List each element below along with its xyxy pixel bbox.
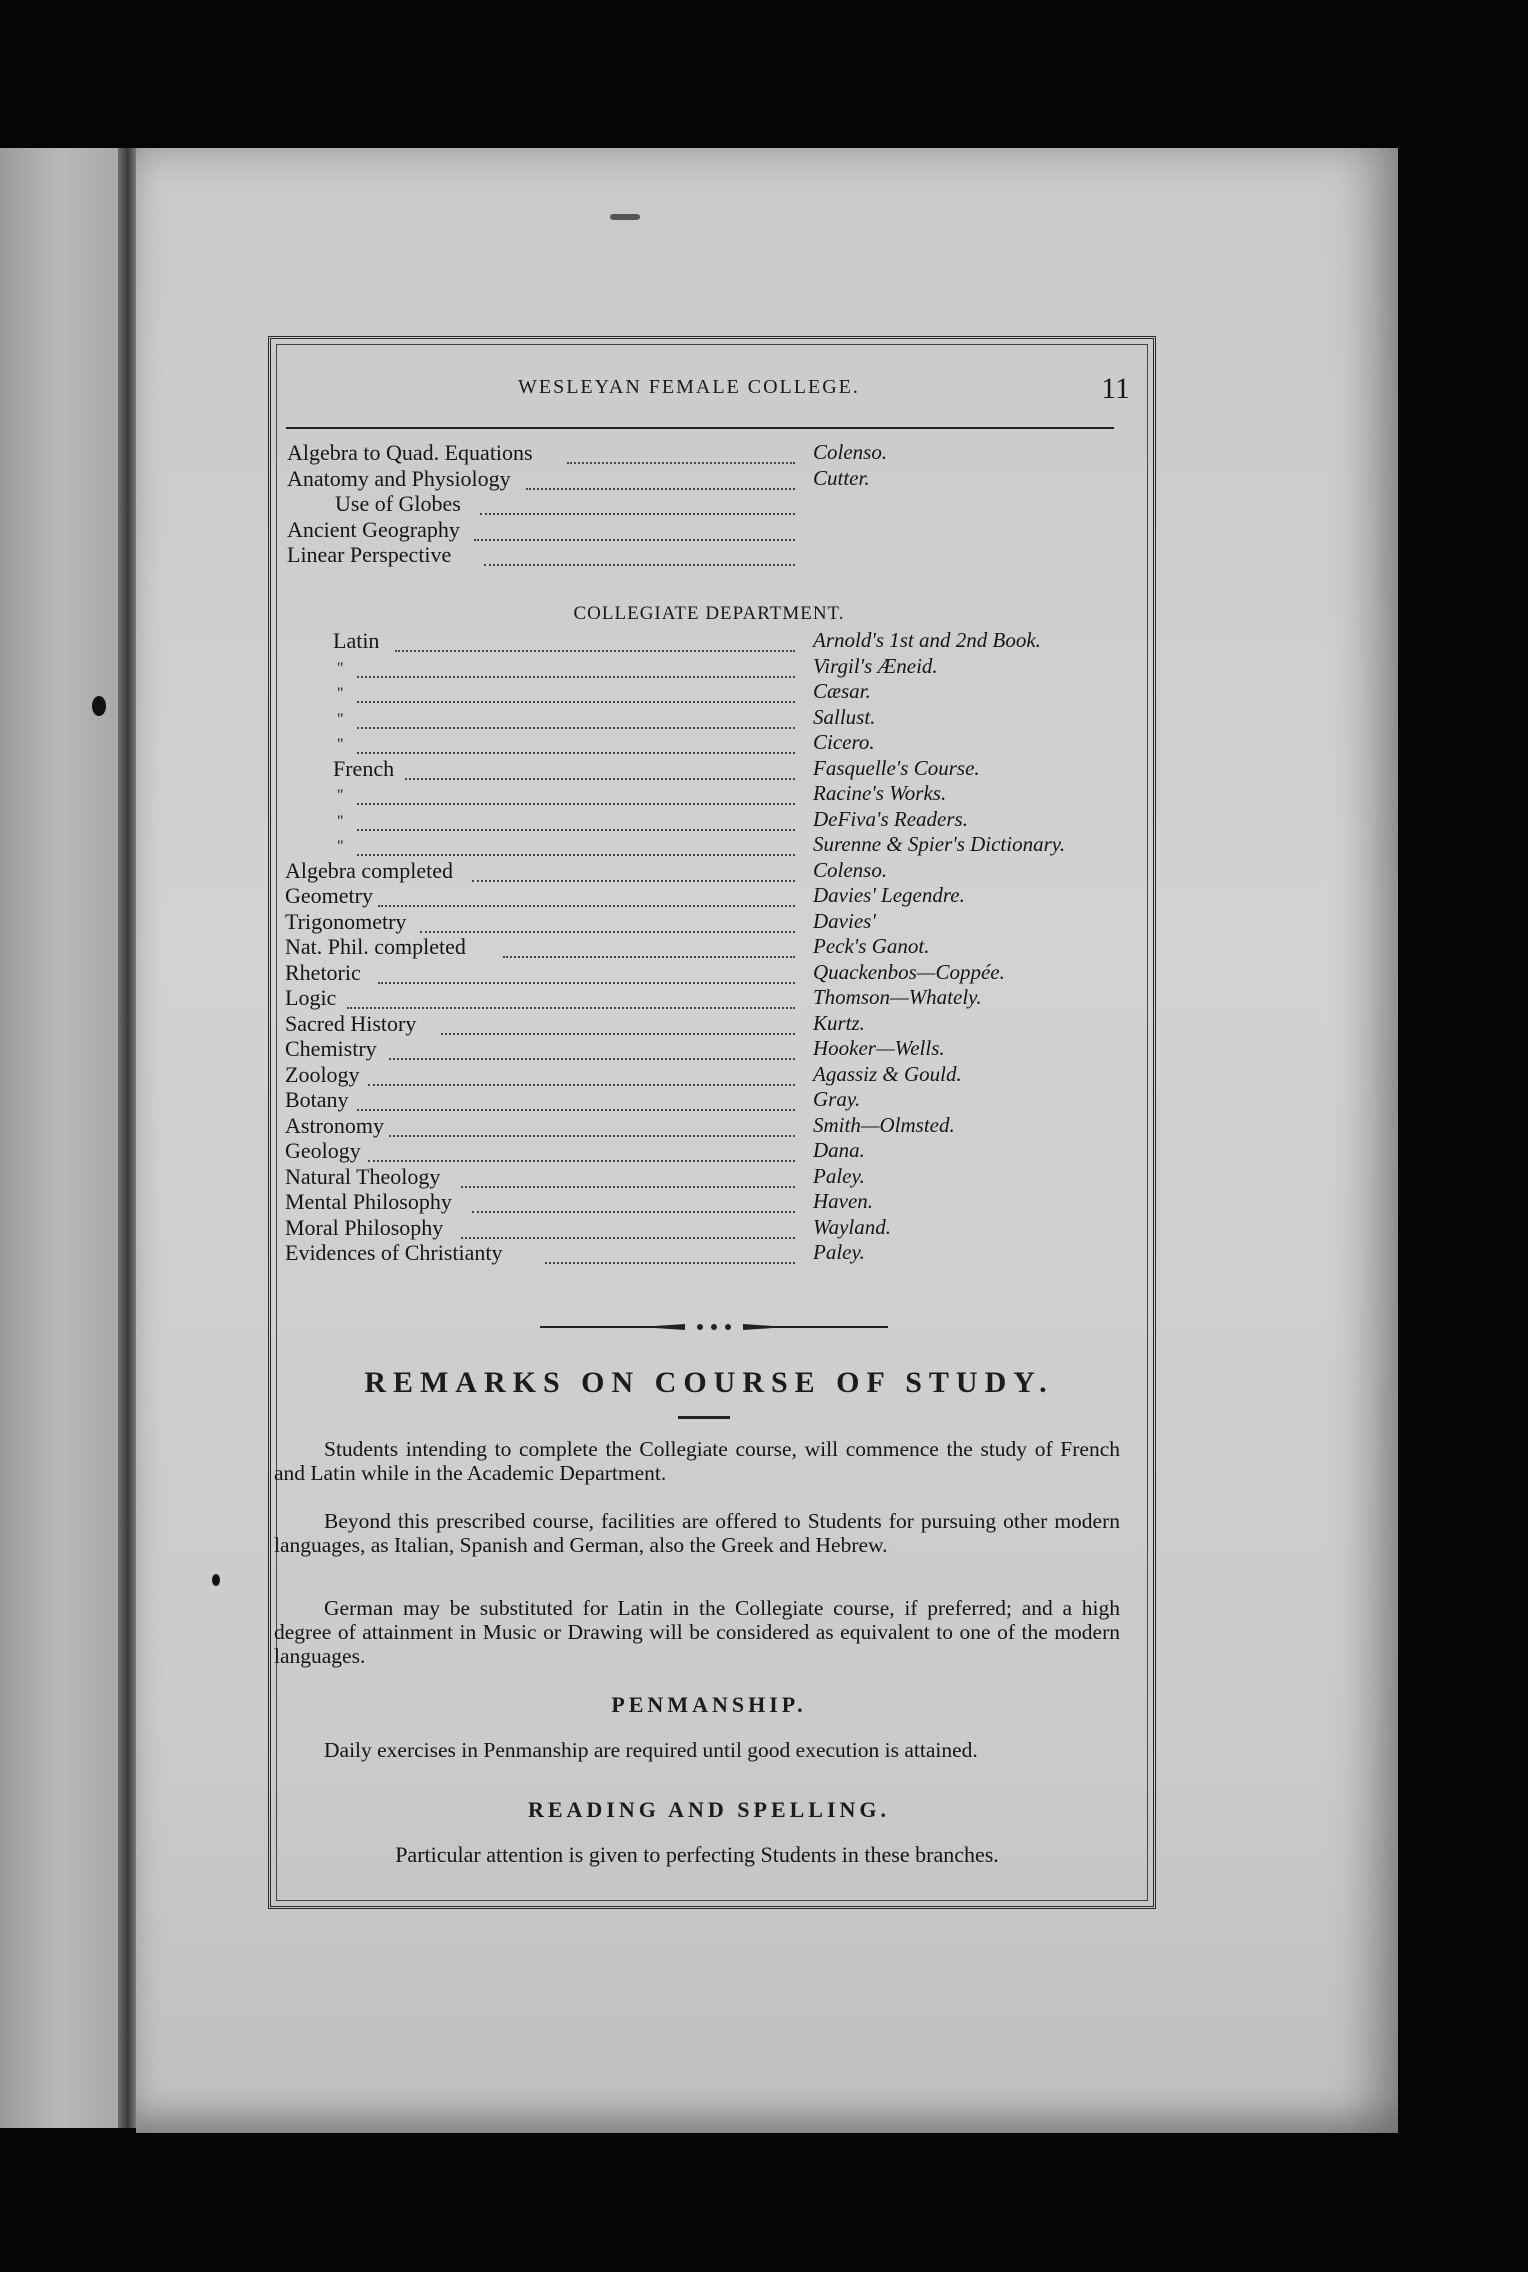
running-title: WESLEYAN FEMALE COLLEGE. bbox=[518, 376, 860, 398]
dot-leader bbox=[357, 709, 795, 729]
textbook-name: Davies' Legendre. bbox=[813, 883, 965, 907]
subject-label: Anatomy and Physiology bbox=[287, 465, 511, 491]
subject-label: Natural Theology bbox=[285, 1163, 441, 1189]
dot-leader bbox=[389, 1040, 795, 1060]
textbook-name: Dana. bbox=[813, 1138, 865, 1162]
penmanship-heading: PENMANSHIP. bbox=[611, 1692, 807, 1717]
prelude-row bbox=[285, 440, 1145, 466]
dot-leader bbox=[357, 785, 795, 805]
textbook-name: DeFiva's Readers. bbox=[813, 806, 968, 831]
subject-label: Evidences of Christianty bbox=[285, 1240, 503, 1265]
collegiate-row bbox=[285, 705, 1145, 731]
textbook-name: Virgil's Æneid. bbox=[813, 653, 938, 678]
textbook-name: Cæsar. bbox=[813, 679, 871, 703]
dot-leader bbox=[472, 862, 795, 882]
prelude-row bbox=[285, 466, 1145, 492]
collegiate-row bbox=[285, 1189, 1145, 1215]
subject-label: " bbox=[337, 838, 344, 855]
dot-leader bbox=[357, 1091, 795, 1111]
textbook-name: Davies' bbox=[813, 908, 876, 933]
page-number: 11 bbox=[1101, 372, 1130, 405]
textbook-name: Sallust. bbox=[813, 704, 876, 729]
subject-label: " bbox=[337, 736, 344, 753]
textbook-name: Colenso. bbox=[813, 440, 888, 464]
subject-label: " bbox=[337, 710, 344, 728]
collegiate-department-heading: COLLEGIATE DEPARTMENT. bbox=[573, 603, 845, 624]
textbook-name: Cutter. bbox=[813, 465, 870, 490]
title-underline bbox=[678, 1416, 730, 1419]
page-mark bbox=[610, 214, 640, 220]
collegiate-row bbox=[285, 1011, 1145, 1037]
collegiate-row bbox=[285, 1087, 1145, 1113]
textbook-name: Paley. bbox=[813, 1240, 865, 1264]
textbook-name: Quackenbos—Coppée. bbox=[813, 959, 1005, 984]
subject-label: " bbox=[337, 685, 344, 702]
dot-leader bbox=[357, 836, 795, 856]
dot-leader bbox=[503, 938, 795, 958]
adjacent-page-edge bbox=[0, 148, 120, 2128]
reading-spelling-text: Particular attention is given to perfecting Students in these branches. bbox=[395, 1842, 999, 1867]
ink-blot bbox=[92, 696, 106, 716]
subject-label: Linear Perspective bbox=[287, 542, 452, 567]
textbook-name: Racine's Works. bbox=[813, 781, 947, 805]
dot-leader bbox=[357, 811, 795, 831]
dot-leader bbox=[567, 444, 795, 464]
ink-speck bbox=[212, 1574, 220, 1586]
dot-leader bbox=[378, 964, 795, 984]
subject-label: Zoology bbox=[285, 1061, 360, 1087]
subject-label: " bbox=[337, 659, 344, 677]
textbook-name: Surenne & Spier's Dictionary. bbox=[813, 832, 1066, 856]
textbook-name: Wayland. bbox=[813, 1214, 891, 1239]
collegiate-row bbox=[285, 832, 1145, 858]
textbook-name: Paley. bbox=[813, 1163, 865, 1188]
dot-leader bbox=[472, 1193, 795, 1213]
textbook-name: Cicero. bbox=[813, 730, 875, 754]
subject-label: Moral Philosophy bbox=[285, 1214, 444, 1240]
subject-label: Use of Globes bbox=[335, 491, 461, 516]
textbook-name: Thomson—Whately. bbox=[813, 985, 982, 1009]
subject-label: Ancient Geography bbox=[287, 516, 460, 542]
collegiate-row bbox=[285, 654, 1145, 680]
dot-leader bbox=[378, 887, 795, 907]
subject-label: Nat. Phil. completed bbox=[285, 934, 466, 959]
collegiate-row bbox=[285, 1113, 1145, 1139]
subject-label: Sacred History bbox=[285, 1010, 417, 1036]
subject-label: Rhetoric bbox=[285, 959, 361, 985]
dot-leader bbox=[357, 658, 795, 678]
penmanship-text: Daily exercises in Penmanship are required until good execution is attained. bbox=[324, 1738, 978, 1762]
collegiate-row bbox=[285, 858, 1145, 884]
subject-label: Geology bbox=[285, 1138, 361, 1163]
subject-label: Botany bbox=[285, 1087, 349, 1112]
book-gutter bbox=[118, 148, 138, 2128]
collegiate-row bbox=[285, 934, 1145, 960]
collegiate-row bbox=[285, 909, 1145, 935]
remarks-paragraph-3: German may be substituted for Latin in the Collegiate course, if preferred; and a high degree of attainment in Music or Drawing will be considered as equivalent to one of the modern languages. bbox=[274, 1596, 1120, 1668]
collegiate-row bbox=[285, 1240, 1145, 1266]
dot-leader bbox=[395, 632, 795, 652]
remarks-paragraph-2: Beyond this prescribed course, facilities are offered to Students for pursuing other modern languages, as Italian, Spanish and German, also the Greek and Hebrew. bbox=[274, 1509, 1120, 1557]
textbook-name: Peck's Ganot. bbox=[813, 934, 930, 958]
dot-leader bbox=[441, 1015, 795, 1035]
textbook-name: Gray. bbox=[813, 1087, 861, 1111]
dot-leader bbox=[368, 1066, 795, 1086]
subject-label: Chemistry bbox=[285, 1036, 377, 1061]
prelude-row bbox=[285, 491, 1145, 517]
collegiate-row bbox=[285, 1164, 1145, 1190]
textbook-name: Arnold's 1st and 2nd Book. bbox=[813, 628, 1041, 652]
dot-leader bbox=[389, 1117, 795, 1137]
collegiate-row bbox=[285, 960, 1145, 986]
dot-leader bbox=[545, 1244, 795, 1264]
dot-leader bbox=[484, 546, 795, 566]
subject-label: French bbox=[333, 755, 395, 781]
dot-leader bbox=[368, 1142, 795, 1162]
subject-label: Algebra to Quad. Equations bbox=[287, 440, 533, 465]
collegiate-row bbox=[285, 756, 1145, 782]
textbook-name: Agassiz & Gould. bbox=[813, 1061, 962, 1086]
ornamental-divider bbox=[540, 1320, 888, 1334]
remarks-paragraph-1: Students intending to complete the Collegiate course, will commence the study of French and Latin while in the Academic Department. bbox=[274, 1437, 1120, 1485]
dot-leader bbox=[357, 683, 795, 703]
subject-label: Astronomy bbox=[285, 1112, 384, 1138]
collegiate-row bbox=[285, 985, 1145, 1011]
reading-spelling-heading: READING AND SPELLING. bbox=[527, 1797, 891, 1822]
subject-label: Geometry bbox=[285, 883, 373, 908]
collegiate-row bbox=[285, 679, 1145, 705]
collegiate-row bbox=[285, 883, 1145, 909]
dot-leader bbox=[420, 913, 795, 933]
textbook-name: Kurtz. bbox=[813, 1010, 865, 1035]
subject-label: Algebra completed bbox=[285, 857, 453, 883]
remarks-title: REMARKS ON COURSE OF STUDY. bbox=[364, 1366, 1054, 1399]
dot-leader bbox=[405, 760, 795, 780]
subject-label: Mental Philosophy bbox=[285, 1189, 452, 1214]
subject-label: " bbox=[337, 812, 344, 830]
running-header bbox=[280, 372, 1130, 422]
prelude-row bbox=[285, 542, 1145, 568]
textbook-name: Hooker—Wells. bbox=[813, 1036, 945, 1060]
dot-leader bbox=[347, 989, 795, 1009]
collegiate-row bbox=[285, 781, 1145, 807]
collegiate-row bbox=[285, 807, 1145, 833]
subject-label: Latin bbox=[333, 628, 380, 653]
subject-label: " bbox=[337, 787, 344, 804]
header-rule bbox=[286, 427, 1114, 429]
dot-leader bbox=[480, 495, 795, 515]
subject-label: Trigonometry bbox=[285, 908, 407, 934]
textbook-name: Fasquelle's Course. bbox=[813, 755, 980, 780]
subject-label: Logic bbox=[285, 985, 337, 1010]
prelude-row bbox=[285, 517, 1145, 543]
collegiate-row bbox=[285, 628, 1145, 654]
dot-leader bbox=[357, 734, 795, 754]
dot-leader bbox=[474, 521, 795, 541]
textbook-name: Colenso. bbox=[813, 857, 888, 882]
dot-leader bbox=[526, 470, 795, 490]
dot-leader bbox=[461, 1168, 795, 1188]
dot-leader bbox=[461, 1219, 795, 1239]
collegiate-row bbox=[285, 1138, 1145, 1164]
textbook-name: Haven. bbox=[813, 1189, 874, 1213]
textbook-name: Smith—Olmsted. bbox=[813, 1112, 955, 1137]
collegiate-row bbox=[285, 730, 1145, 756]
collegiate-row bbox=[285, 1062, 1145, 1088]
collegiate-row bbox=[285, 1215, 1145, 1241]
collegiate-row bbox=[285, 1036, 1145, 1062]
